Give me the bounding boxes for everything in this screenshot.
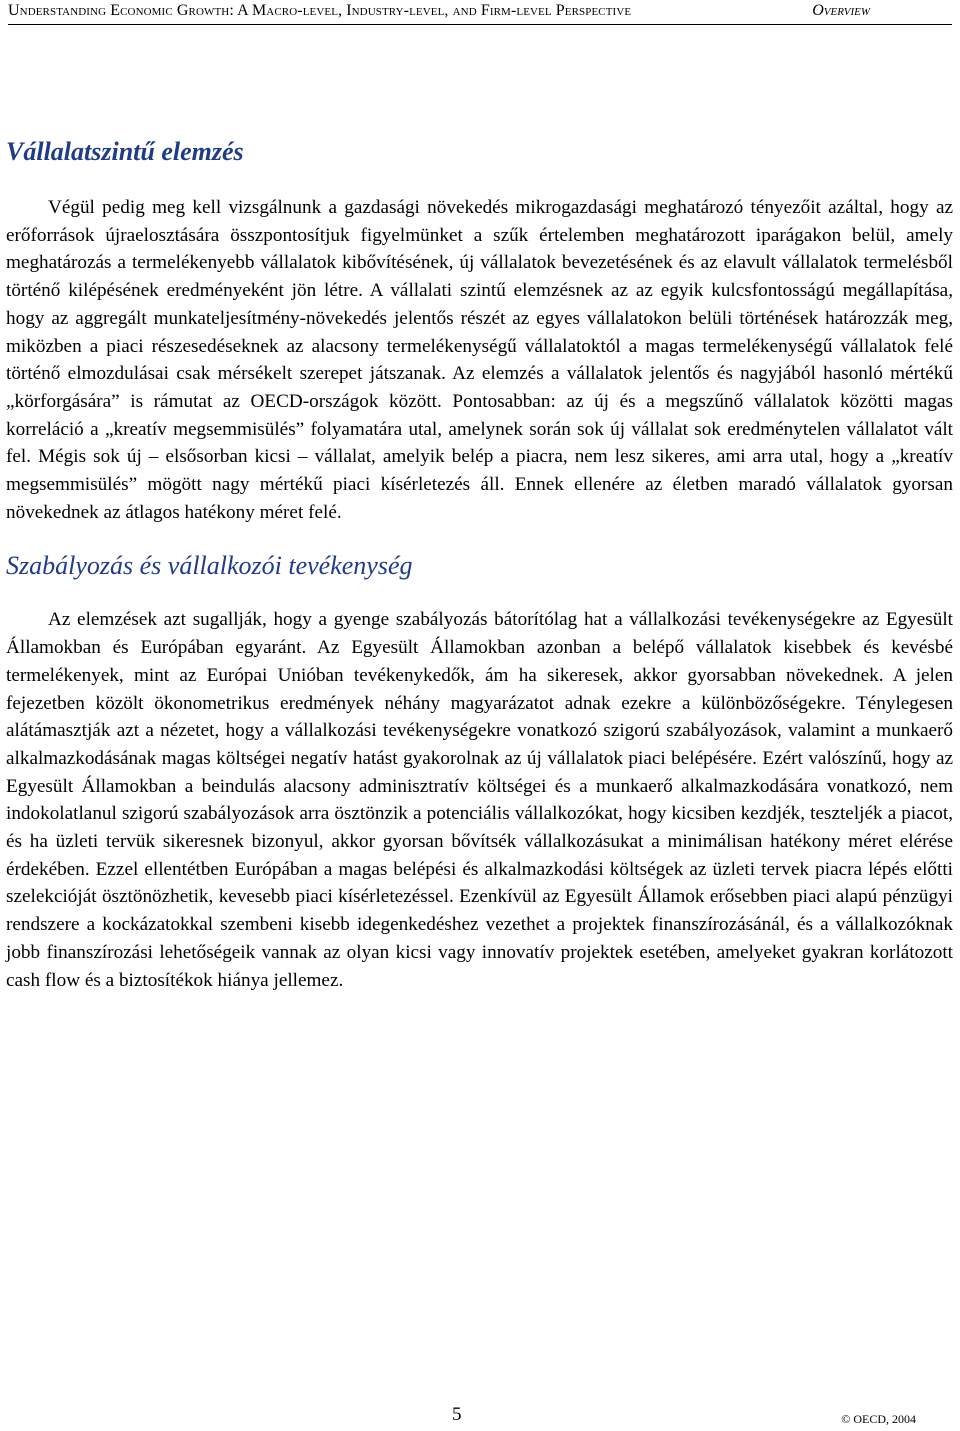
copyright-notice: © OECD, 2004 [841, 1412, 916, 1426]
running-header [8, 0, 952, 25]
section-title-regulation: Szabályozás és vállalkozói tevékenység [6, 551, 413, 581]
paragraph-regulation: Az elemzések azt sugallják, hogy a gyenge szabályozás bátorítólag hat a vállalkozási tevékenységekre az Egyesült Államokban és Európában egyaránt. Az Egyesült Államokban azonban a belépő vállalatok kisebbek és kevésbé termelékenyek, mint az Európai Unióban tevékenykedők, ám ha sikeresek, akkor gyorsabban növekednek. A jelen fejezetben közölt ökonometrikus eredmények néhány magyarázatot adnak ezekre a különbözőségekre. Ténylegesen alátámasztják azt a nézetet, hogy a vállalkozási tevékenységekre vonatkozó szigorú szabályozások, valamint a munkaerő alkalmazkodásának magas költségei negatív hatást gyakorolnak az új vállalatok piaci belépésére. Ezért valószínű, hogy az Egyesült Államokban a beindulás alacsony adminisztratív költségei és a munkaerő alkalmazkodására vonatkozó, nem indokolatlanul szigorú szabályozások arra ösztönzik a potenciális vállalkozókat, hogy kicsiben kezdjék, teszteljék a piacot, és ha üzleti tervük sikeresnek bizonyul, akkor gyorsan bővítsék vállalkozásukat a minimálisan hatékony méret elérése érdekében. Ezzel ellentétben Európában a magas belépési és alkalmazkodási költségek az üzleti tervek piacra lépés előtti szelekcióját ösztönözhetik, kevesebb piaci kísérletezéssel. Ezenkívül az Egyesült Államok erősebben piaci alapú pénzügyi rendszere a kockázatokkal szembeni kisebb idegenkedéshez vezethet a projektek finanszírozásánál, és a vállalkozóknak jobb finanszírozási lehetőségeik vannak az olyan kicsi vagy innovatív projektek esetében, amelyeket gyakran korlátozott cash flow és a biztosítékok hiánya jellemez. [6, 609, 953, 991]
section-label: Overview [812, 2, 870, 19]
page-content [6, 134, 953, 994]
paragraph-firm-level: Végül pedig meg kell vizsgálnunk a gazdasági növekedés mikrogazdasági meghatározó tényezőit azáltal, hogy az erőforrások újraelosztására összpontosítjuk figyelmünket a szűk értelemben meghatározott iparágakon belül, amely meghatározás a termelékenyebb vállalatok kibővítésének, új vállalatok bevezetésének és az elavult vállalatok termelésből történő kilépésének eredményeként jön létre. A vállalati szintű elemzésnek az az egyik kulcsfontosságú megállapítása, hogy az aggregált munkateljesítmény-növekedés jelentős részét az egyes vállalatokon belüli történések határozzák meg, miközben a piaci részesedéseknek az alacsony termelékenységű vállalatoktól a magas termelékenységű vállalatok felé történő elmozdulásai csak mérsékelt szerepet játszanak. Az elemzés a vállalatok jelentős és nagyjából hasonló mértékű „körforgására” is rámutat az OECD-országok között. Pontosabban: az új és a megszűnő vállalatok közötti magas korreláció a „kreatív megsemmisülés” folyamatára utal, amelynek során sok új vállalat sok eredménytelen vállalatot vált fel. Mégis sok új – elsősorban kicsi – vállalat, amelyik belép a piacra, nem lesz sikeres, ami arra utal, hogy a „kreatív megsemmisülés” mögött nagy mértékű piaci kísérletezés áll. Ennek ellenére az életben maradó vállalatok gyorsan növekednek az átlagos hatékony méret felé. [6, 197, 953, 523]
section-title-firm-level: Vállalatszintű elemzés [6, 137, 244, 166]
running-title: Understanding Economic Growth: A Macro-level, Industry-level, and Firm-level Perspective [8, 2, 632, 19]
page-number: 5 [452, 1404, 462, 1425]
